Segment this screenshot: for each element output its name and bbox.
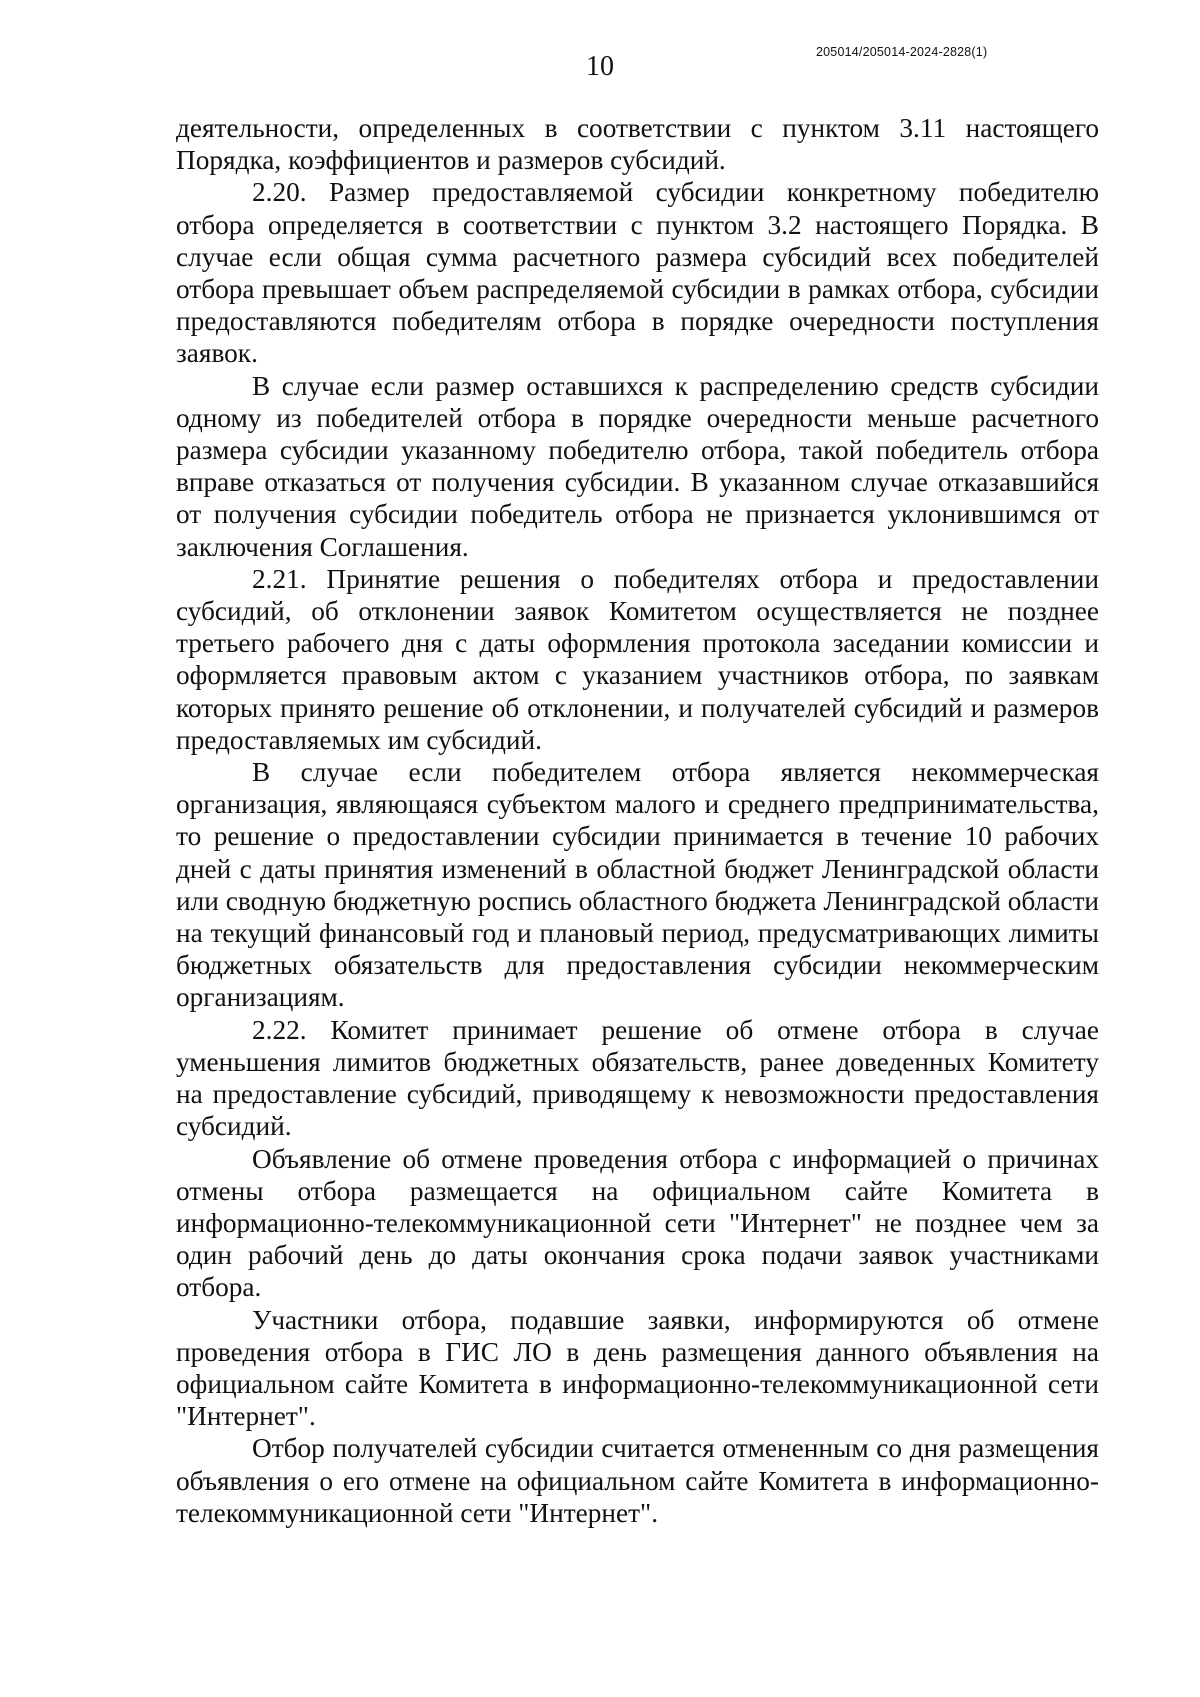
paragraph-2-21-nonprofit: В случае если победителем отбора является некоммерческая организация, являющаяся субъектом малого и среднего предпринимательства, то решение о предоставлении субсидии принимается в течение 10 рабочих дней с даты принятия изменений в областной бюджет Ленинградской области или сводную бюджетную роспись областного бюджета Ленинградской области на текущий финансовый год и плановый период, предусматривающих лимиты бюджетных обязательств для предоставления субсидии некоммерческим организациям. bbox=[176, 757, 1099, 1013]
paragraph-cancellation-announcement: Объявление об отмене проведения отбора с информацией о причинах отмены отбора размещается на официальном сайте Комитета в информационно-телекоммуникационной сети "Интернет" не позднее чем за один рабочий день до даты окончания срока подачи заявок участниками отбора. bbox=[176, 1143, 1099, 1303]
paragraph-2-22: 2.22. Комитет принимает решение об отмене отбора в случае уменьшения лимитов бюджетных обязательств, ранее доведенных Комитету на предоставление субсидий, приводящему к невозможности предоставления субсидий. bbox=[176, 1014, 1099, 1142]
document-id: 205014/205014-2024-2828(1) bbox=[816, 45, 988, 59]
page-number: 10 bbox=[586, 51, 614, 82]
document-body bbox=[176, 112, 1099, 1529]
paragraph-2-21: 2.21. Принятие решения о победителях отбора и предоставлении субсидий, об отклонении заявок Комитетом осуществляется не позднее третьего рабочего дня с даты оформления протокола заседании комиссии и оформляется правовым актом с указанием участников отбора, по заявкам которых принято решение об отклонении, и получателей субсидий и размеров предоставляемых им субсидий. bbox=[176, 563, 1099, 755]
paragraph-cancellation-effective: Отбор получателей субсидии считается отмененным со дня размещения объявления о его отмене на официальном сайте Комитета в информационно-телекоммуникационной сети "Интернет". bbox=[176, 1433, 1099, 1528]
paragraph-2-20: 2.20. Размер предоставляемой субсидии конкретному победителю отбора определяется в соответствии с пунктом 3.2 настоящего Порядка. В случае если общая сумма расчетного размера субсидий всех победителей отбора превышает объем распределяемой субсидии в рамках отбора, субсидии предоставляются победителям отбора в порядке очередности поступления заявок. bbox=[176, 177, 1099, 369]
paragraph-participants-notice: Участники отбора, подавшие заявки, информируются об отмене проведения отбора в ГИС ЛО в день размещения данного объявления на официальном сайте Комитета в информационно-телекоммуникационной сети "Интернет". bbox=[176, 1304, 1099, 1432]
paragraph-2-20-remainder: В случае если размер оставшихся к распределению средств субсидии одному из победителей отбора в порядке очередности меньше расчетного размера субсидии указанному победителю отбора, такой победитель отбора вправе отказаться от получения субсидии. В указанном случае отказавшийся от получения субсидии победитель отбора не признается уклонившимся от заключения Соглашения. bbox=[176, 370, 1099, 562]
paragraph-continuation: деятельности, определенных в соответствии с пунктом 3.11 настоящего Порядка, коэффициентов и размеров субсидий. bbox=[176, 113, 1099, 176]
